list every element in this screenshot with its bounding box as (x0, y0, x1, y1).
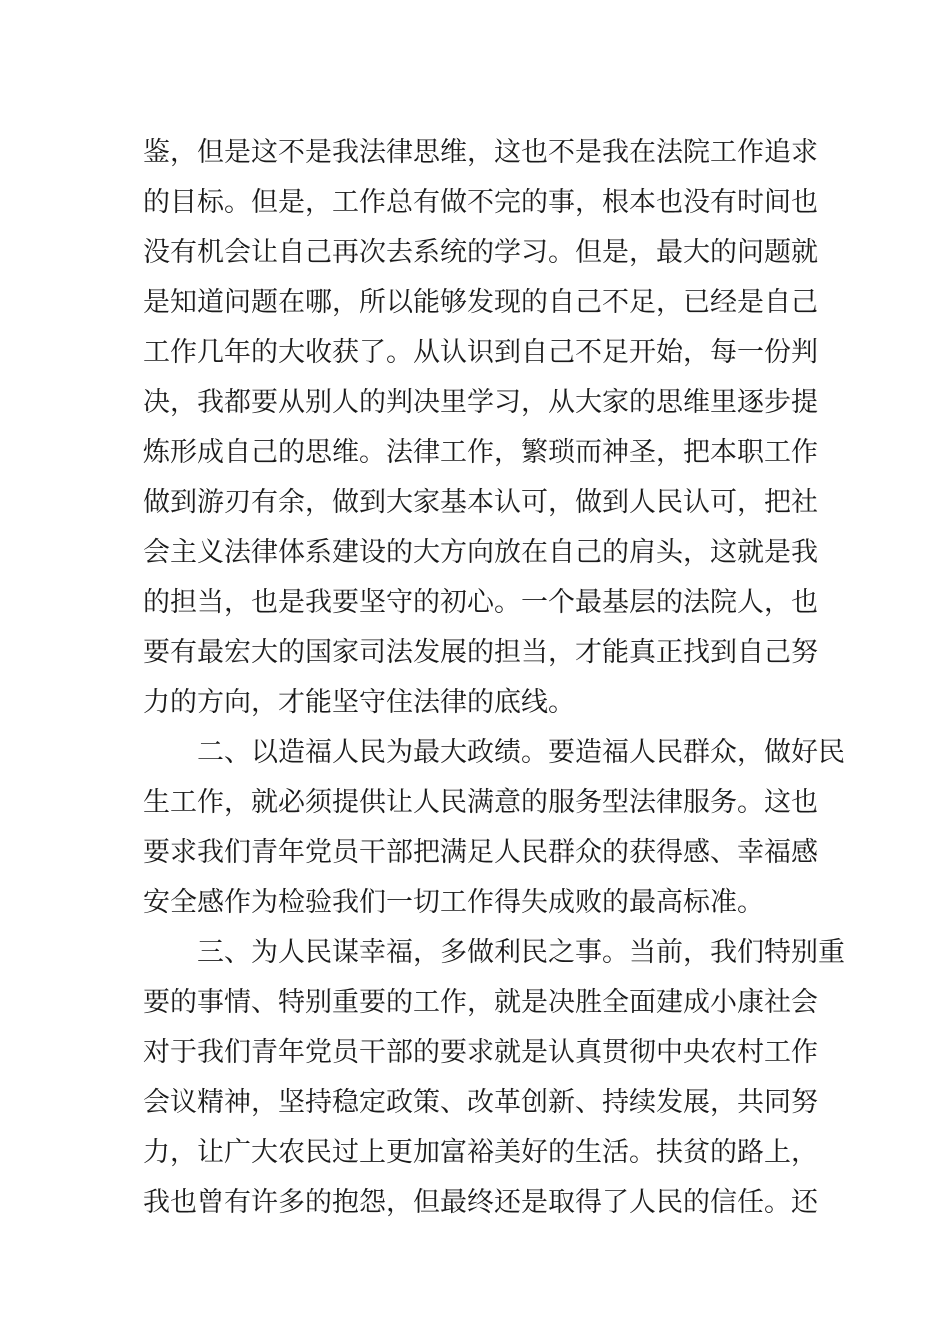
text-line: 对于我们青年党员干部的要求就是认真贯彻中央农村工作 (143, 1037, 818, 1068)
text-line: 会议精神，坚持稳定政策、改革创新、持续发展，共同努 (143, 1087, 818, 1118)
text-line: 安全感作为检验我们一切工作得失成败的最高标准。 (143, 887, 764, 918)
text-line: 力，让广大农民过上更加富裕美好的生活。扶贫的路上， (143, 1137, 818, 1168)
text-line: 我也曾有许多的抱怨，但最终还是取得了人民的信任。还 (143, 1187, 818, 1218)
text-line: 会主义法律体系建设的大方向放在自己的肩头，这就是我 (143, 537, 818, 568)
text-line: 要有最宏大的国家司法发展的担当，才能真正找到自己努 (143, 637, 818, 668)
text-line: 要求我们青年党员干部把满足人民群众的获得感、幸福感 (143, 837, 818, 868)
text-line: 的目标。但是，工作总有做不完的事，根本也没有时间也 (143, 187, 818, 218)
text-line: 二、以造福人民为最大政绩。要造福人民群众，做好民 (197, 737, 845, 768)
text-line: 是知道问题在哪，所以能够发现的自己不足，已经是自己 (143, 287, 818, 318)
text-line: 的担当，也是我要坚守的初心。一个最基层的法院人，也 (143, 587, 818, 618)
text-line: 做到游刃有余，做到大家基本认可，做到人民认可，把社 (143, 487, 818, 518)
text-line: 生工作，就必须提供让人民满意的服务型法律服务。这也 (143, 787, 818, 818)
paragraph-section-three (143, 928, 845, 1228)
text-line: 决，我都要从别人的判决里学习，从大家的思维里逐步提 (143, 387, 818, 418)
text-line: 没有机会让自己再次去系统的学习。但是，最大的问题就 (143, 237, 818, 268)
text-line: 工作几年的大收获了。从认识到自己不足开始，每一份判 (143, 337, 818, 368)
text-line: 鉴，但是这不是我法律思维，这也不是我在法院工作追求 (143, 137, 818, 168)
text-line: 三、为人民谋幸福，多做利民之事。当前，我们特别重 (197, 937, 845, 968)
document-page (143, 128, 845, 1228)
paragraph-section-two (143, 728, 845, 928)
text-line: 力的方向，才能坚守住法律的底线。 (143, 687, 575, 718)
text-line: 要的事情、特别重要的工作，就是决胜全面建成小康社会 (143, 987, 818, 1018)
paragraph-continued (143, 128, 818, 728)
text-line: 炼形成自己的思维。法律工作，繁琐而神圣，把本职工作 (143, 437, 818, 468)
